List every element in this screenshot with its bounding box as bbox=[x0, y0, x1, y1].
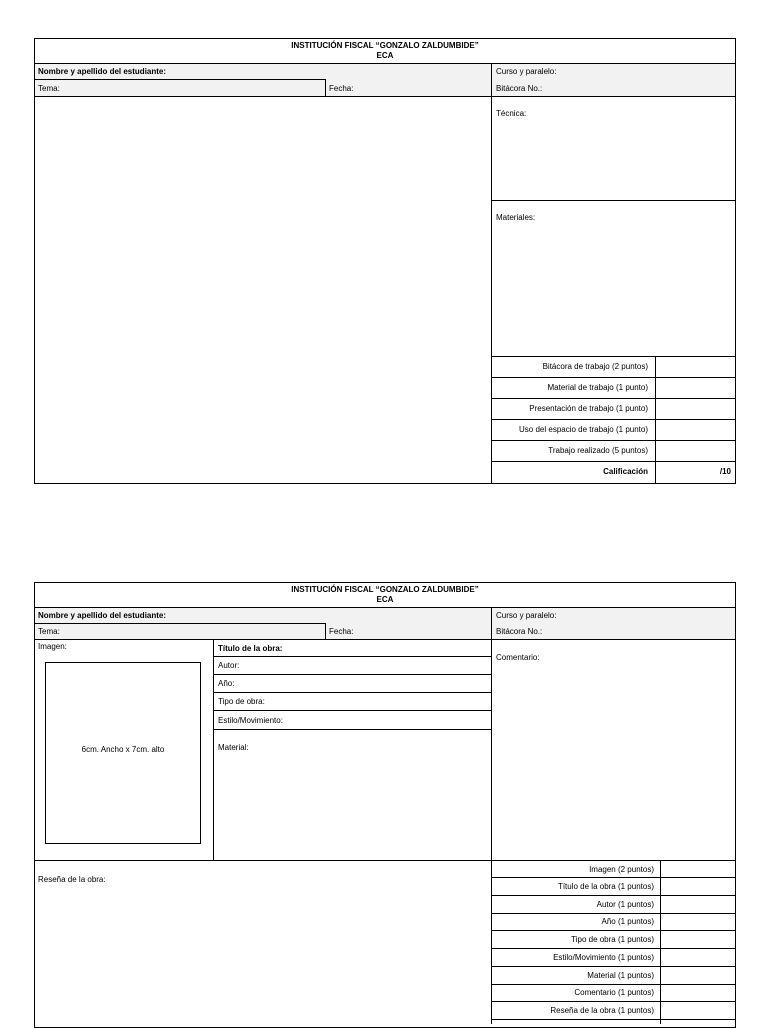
rubric-row: Uso del espacio de trabajo (1 punto) bbox=[519, 425, 648, 434]
image-size-note: 6cm. Ancho x 7cm. alto bbox=[81, 745, 165, 754]
topic-label: Tema: bbox=[38, 84, 60, 93]
rubric-row: Bitácora de trabajo (2 puntos) bbox=[542, 362, 648, 371]
review-label: Reseña de la obra: bbox=[38, 875, 106, 884]
topic-label: Tema: bbox=[38, 627, 60, 636]
sheet-1 bbox=[34, 38, 736, 484]
rubric-row: Imagen (2 puntos) bbox=[589, 865, 654, 874]
student-name-label: Nombre y apellido del estudiante: bbox=[38, 67, 167, 76]
subject-title: ECA bbox=[376, 595, 394, 604]
artwork-field: Tipo de obra: bbox=[218, 697, 265, 706]
technique-label: Técnica: bbox=[496, 109, 527, 118]
log-number-label: Bitácora No.: bbox=[496, 627, 543, 636]
course-label: Curso y paralelo: bbox=[496, 611, 557, 620]
school-title: INSTITUCIÓN FISCAL “GONZALO ZALDUMBIDE” bbox=[291, 41, 479, 50]
school-title: INSTITUCIÓN FISCAL “GONZALO ZALDUMBIDE” bbox=[291, 585, 479, 594]
artwork-field: Año: bbox=[218, 679, 235, 688]
date-label: Fecha: bbox=[329, 84, 354, 93]
rubric-row: Material (1 puntos) bbox=[587, 971, 654, 980]
rubric-row: Estilo/Movimiento (1 puntos) bbox=[553, 953, 654, 962]
date-label: Fecha: bbox=[329, 627, 354, 636]
artwork-field: Autor: bbox=[218, 661, 240, 670]
grade-label: Calificación bbox=[603, 467, 648, 476]
log-number-label: Bitácora No.: bbox=[496, 84, 543, 93]
subject-title: ECA bbox=[376, 51, 394, 60]
materials-label: Materiales: bbox=[496, 213, 536, 222]
artwork-field: Título de la obra: bbox=[218, 644, 283, 653]
rubric-row: Reseña de la obra (1 puntos) bbox=[550, 1006, 654, 1015]
grade-max: /10 bbox=[719, 467, 731, 476]
course-label: Curso y paralelo: bbox=[496, 67, 557, 76]
artwork-field: Estilo/Movimiento: bbox=[218, 716, 283, 725]
material-label: Material: bbox=[218, 743, 249, 752]
rubric-row: Trabajo realizado (5 puntos) bbox=[548, 446, 648, 455]
comment-label: Comentario: bbox=[496, 653, 540, 662]
student-name-label: Nombre y apellido del estudiante: bbox=[38, 611, 167, 620]
rubric-row: Tipo de obra (1 puntos) bbox=[571, 935, 654, 944]
rubric-row: Presentación de trabajo (1 punto) bbox=[529, 404, 648, 413]
rubric-row: Comentario (1 puntos) bbox=[574, 988, 654, 997]
rubric-row: Autor (1 puntos) bbox=[596, 900, 654, 909]
rubric-row: Título de la obra (1 puntos) bbox=[557, 882, 654, 891]
image-label: Imagen: bbox=[38, 642, 67, 651]
rubric-row: Año (1 puntos) bbox=[601, 917, 654, 926]
rubric-row: Material de trabajo (1 punto) bbox=[547, 383, 648, 392]
